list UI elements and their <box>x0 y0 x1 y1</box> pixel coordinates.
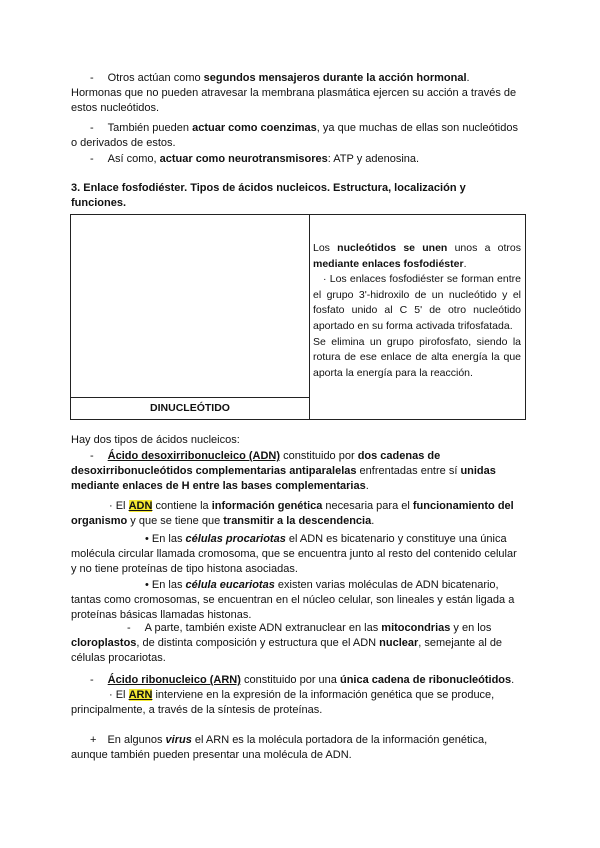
section-heading-cont: funciones. <box>71 197 127 209</box>
text-line: células procariotas. <box>71 652 166 664</box>
bold-text: unidas <box>460 465 496 477</box>
bullet-neurotransmisores <box>90 152 419 167</box>
text: y en los <box>450 622 492 634</box>
adn-info-line-2 <box>71 514 374 529</box>
text-line: tantas como cromosomas, se encuentran en el núcleo celular, son lineales y están ligada a <box>71 594 515 606</box>
italic-bold-text: célula eucariotas <box>185 579 275 591</box>
bullet-dash: - <box>90 450 94 462</box>
intro-text: Hay dos tipos de ácidos nucleicos: <box>71 434 240 446</box>
bold-text: mediante enlaces fosfodiéster <box>313 257 464 270</box>
bold-text: cloroplastos <box>71 637 137 649</box>
bullet-dash: - <box>90 674 94 686</box>
arn-info <box>109 688 494 703</box>
bullet-text: . <box>466 72 470 84</box>
bold-text: nucleótidos se unen <box>337 242 448 254</box>
bold-text: dos cadenas de <box>357 450 441 462</box>
text: A parte, también existe ADN extranuclear en las <box>144 622 382 634</box>
adn-line-2 <box>71 464 496 479</box>
text: el ADN es bicatenario y constituye una única <box>285 533 507 545</box>
text: , de distinta composición y estructura que el ADN <box>136 637 380 649</box>
text: existen varias moléculas de ADN bicatenario, <box>274 579 499 591</box>
text: , semejante al de <box>418 637 503 649</box>
adn-line-3 <box>71 479 369 494</box>
arn-item <box>90 673 514 688</box>
bold-text: nuclear <box>379 637 419 649</box>
text-line: principalmente, a través de la síntesis de proteínas. <box>71 704 323 716</box>
table-caption: DINUCLEÓTIDO <box>150 402 230 414</box>
extranuclear-para <box>127 621 491 636</box>
table-paragraph <box>313 241 521 272</box>
text: interviene en la expresión de la información genética que se produce, <box>152 689 495 701</box>
text-line: aunque también pueden presentar una molécula de ADN. <box>71 749 352 761</box>
extranuclear-line-2 <box>71 636 502 651</box>
text: · El <box>109 689 129 701</box>
bold-text: mitocondrias <box>381 622 451 634</box>
text-line: estos nucleótidos. <box>71 102 160 114</box>
arn-term: Ácido ribonucleico (ARN) <box>107 674 241 686</box>
text: enfrentadas entre sí <box>356 465 461 477</box>
bullet-plus: + <box>90 734 97 746</box>
bullet-text: Así como, <box>107 153 160 165</box>
table-description <box>313 241 521 381</box>
bold-text: desoxirribonucleótidos complementarias antiparalelas <box>71 465 357 477</box>
text: el ARN es la molécula portadora de la información genética, <box>191 734 488 746</box>
arn-highlight: ARN <box>128 689 153 701</box>
cell-text: . <box>463 257 467 270</box>
text: necesaria para el <box>322 500 413 512</box>
adn-item <box>90 449 440 464</box>
bold-text: segundos mensajeros durante la acción hormonal <box>203 72 467 84</box>
adn-info <box>109 499 514 514</box>
text-line: o derivados de estos. <box>71 137 176 149</box>
italic-bold-text: virus <box>165 734 192 746</box>
text: · El <box>109 500 129 512</box>
bold-text: actuar como neurotransmisores <box>159 153 328 165</box>
bullet-dash: - <box>90 72 94 84</box>
bold-text: mediante enlaces de H entre las bases complementarias <box>71 480 366 492</box>
bold-text: información genética <box>211 500 323 512</box>
text: contiene la <box>152 500 212 512</box>
text: constituido por <box>280 450 358 462</box>
bold-text: organismo <box>71 515 128 527</box>
eucariotas-para <box>145 578 499 593</box>
text-line: Hormonas que no pueden atravesar la membrana plasmática ejercen su acción a través de <box>71 87 517 99</box>
bullet-coenzimas <box>90 121 518 136</box>
text: . <box>511 674 515 686</box>
bold-text: funcionamiento del <box>412 500 514 512</box>
text: constituido por una <box>240 674 340 686</box>
text: y que se tiene que <box>127 515 224 527</box>
bold-text: actuar como coenzimas <box>192 122 317 134</box>
dinucleotide-table <box>70 214 526 420</box>
table-paragraph: · Los enlaces fosfodiéster se forman entre el grupo 3'-hidroxilo de un nucleótido y el fosfato unido al C 5' de otro nucleótido aportado en su forma activada trifosfatada. <box>313 273 521 332</box>
bullet-text: Otros actúan como <box>107 72 204 84</box>
bullet-text: También pueden <box>107 122 193 134</box>
bullet-hormonal <box>90 71 470 86</box>
cell-text: unos a otros <box>447 242 521 254</box>
text-line: molécula circular llamada cromosoma, que se encuentra junto al resto del contenido celular <box>71 548 517 560</box>
cell-text: Los <box>313 242 338 254</box>
table-paragraph: Se elimina un grupo pirofosfato, siendo la rotura de ese enlace de alta energía la que aporta la energía para la reacción. <box>313 335 521 379</box>
bullet-text: , ya que muchas de ellas son nucleótidos <box>316 122 518 134</box>
bold-text: transmitir a la descendencia <box>223 515 372 527</box>
text: • En las <box>145 533 186 545</box>
text-line: proteínas básicas llamadas histonas. <box>71 609 252 621</box>
adn-highlight: ADN <box>128 500 153 512</box>
table-divider <box>309 215 310 419</box>
text-line: y no tiene proteínas de tipo histona asociadas. <box>71 563 298 575</box>
bullet-dash: - <box>90 153 94 165</box>
table-row-divider <box>71 397 309 398</box>
bullet-dash: - <box>90 122 94 134</box>
procariotas-para <box>145 532 507 547</box>
section-heading: 3. Enlace fosfodiéster. Tipos de ácidos nucleicos. Estructura, localización y <box>71 182 466 194</box>
text: En algunos <box>107 734 166 746</box>
text: • En las <box>145 579 186 591</box>
bold-text: única cadena de ribonucleótidos <box>339 674 512 686</box>
italic-bold-text: células procariotas <box>185 533 286 545</box>
adn-term: Ácido desoxirribonucleico (ADN) <box>107 450 281 462</box>
virus-para <box>90 733 487 748</box>
text: . <box>371 515 375 527</box>
bullet-text: : ATP y adenosina. <box>327 153 420 165</box>
bullet-dash: - <box>127 622 131 634</box>
text: . <box>365 480 369 492</box>
